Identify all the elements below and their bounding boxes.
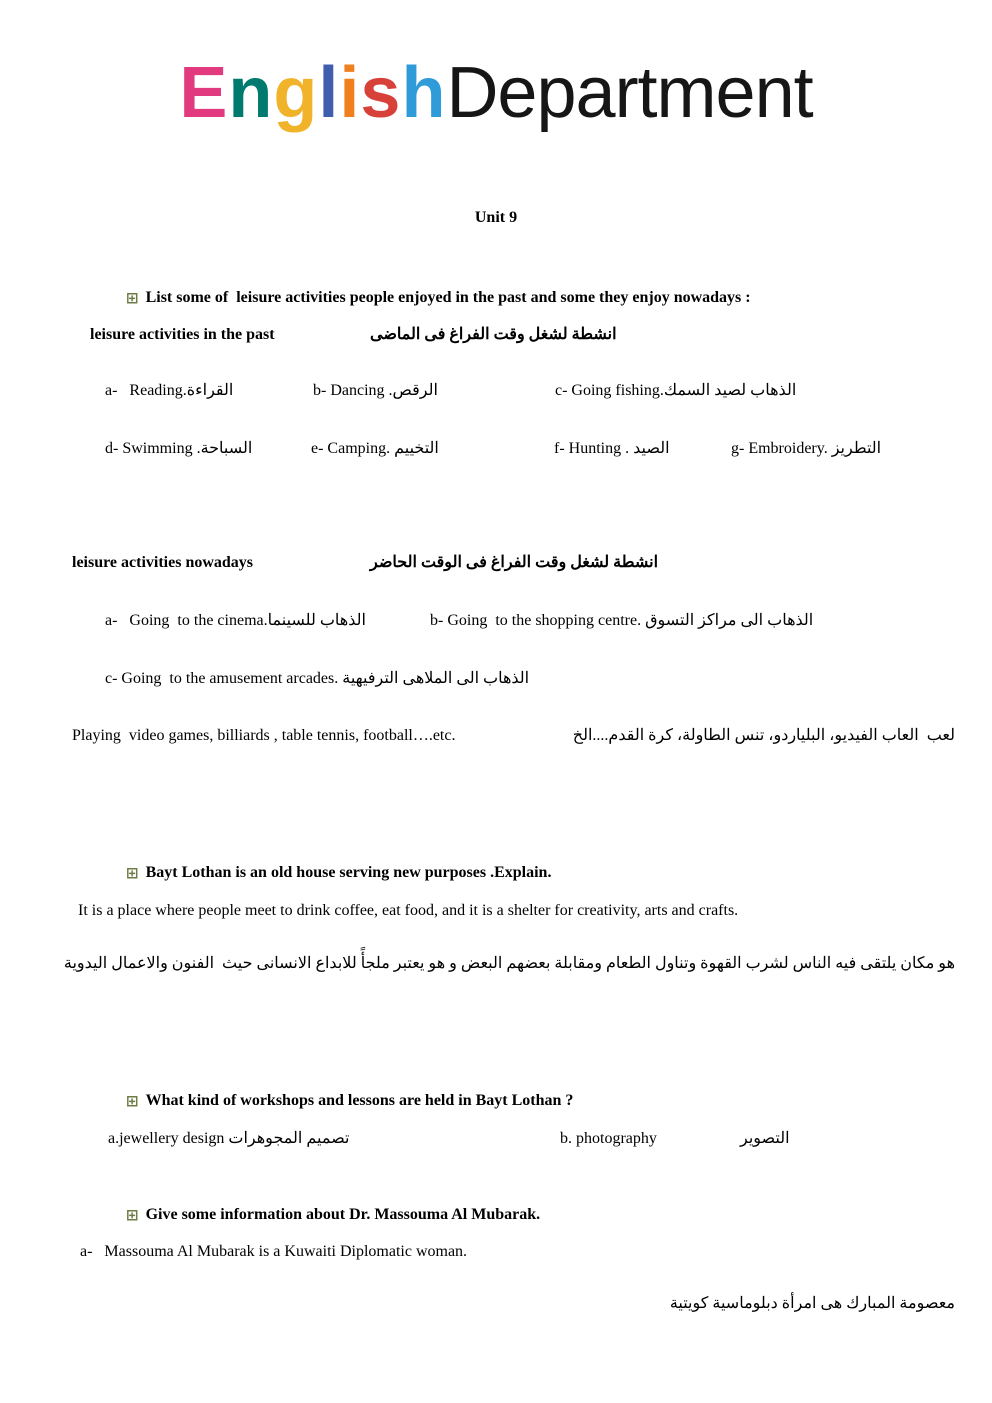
playing-line-en: Playing video games, billiards , table tennis, football….etc. xyxy=(72,727,456,744)
past-item-a: a- Reading.القراءة xyxy=(105,382,234,399)
past-item-e: e- Camping. التخييم xyxy=(311,440,439,457)
logo-letter: h xyxy=(401,53,447,133)
past-item-c: c- Going fishing.الذهاب لصيد السمك xyxy=(555,382,797,399)
past-label-en: leisure activities in the past xyxy=(90,326,275,343)
logo-department-word: Department xyxy=(446,53,813,133)
question-2-answer-en: It is a place where people meet to drink coffee, eat food, and it is a shelter for creativity, arts and crafts. xyxy=(78,902,739,919)
question-4-answer-ar: معصومة المبارك هى امرأة دبلوماسية كويتية xyxy=(669,1295,955,1312)
question-4-title: Give some information about Dr. Massouma Al Mubarak. xyxy=(145,1206,541,1223)
playing-line-ar: لعب العاب الفيديو، البلياردو، تنس الطاولة، كرة القدم....الخ xyxy=(572,727,955,744)
past-item-f: f- Hunting . الصيد xyxy=(554,440,670,457)
past-item-b: b- Dancing .الرقص xyxy=(313,382,438,399)
now-label-ar: انشطة لشغل وقت الفراغ فى الوقت الحاضر xyxy=(370,554,659,571)
bullet-icon: ⊞ xyxy=(126,1092,139,1110)
question-4-answer-en: a- Massouma Al Mubarak is a Kuwaiti Diplomatic woman. xyxy=(80,1243,468,1260)
logo-letter: E xyxy=(179,53,229,133)
now-label-en: leisure activities nowadays xyxy=(72,554,254,571)
logo-letter: g xyxy=(273,53,319,133)
bullet-icon: ⊞ xyxy=(126,289,139,307)
now-item-c: c- Going to the amusement arcades. الذهاب الى الملاهى الترفيهية xyxy=(105,670,530,687)
logo-letter: i xyxy=(339,53,361,133)
logo-letter: s xyxy=(360,53,402,133)
past-item-g: g- Embroidery. التطريز xyxy=(731,440,882,457)
question-1-heading xyxy=(110,268,751,328)
logo-letter: l xyxy=(318,53,340,133)
now-item-a: a- Going to the cinema.الذهاب للسينما xyxy=(105,612,366,629)
question-2-answer-ar: هو مكان يلتقى فيه الناس لشرب القهوة وتناول الطعام ومقابلة بعضهم البعض و هو يعتبر ملجأً للابداع الانسانى حيث الفنون والاعمال اليدوية xyxy=(63,955,955,972)
workshop-item-a: a.jewellery design تصميم المجوهرات xyxy=(108,1130,350,1147)
question-3-title: What kind of workshops and lessons are held in Bayt Lothan ? xyxy=(145,1092,574,1109)
bullet-icon: ⊞ xyxy=(126,1206,139,1224)
question-3-heading xyxy=(110,1071,573,1131)
unit-title: Unit 9 xyxy=(474,209,518,226)
question-2-heading xyxy=(110,843,551,903)
workshop-item-b-en: b. photography xyxy=(560,1130,657,1147)
past-item-d: d- Swimming .السباحة xyxy=(105,440,253,457)
question-2-title: Bayt Lothan is an old house serving new purposes .Explain. xyxy=(145,864,552,881)
logo xyxy=(0,52,992,134)
question-1-title: List some of leisure activities people enjoyed in the past and some they enjoy nowadays : xyxy=(145,289,751,306)
question-4-heading xyxy=(110,1185,540,1245)
past-label-ar: انشطة لشغل وقت الفراغ فى الماضى xyxy=(370,326,617,343)
logo-letter: n xyxy=(228,53,274,133)
bullet-icon: ⊞ xyxy=(126,864,139,882)
workshop-item-b-ar: التصوير xyxy=(740,1130,790,1147)
now-item-b: b- Going to the shopping centre. الذهاب الى مراكز التسوق xyxy=(430,612,814,629)
logo-english-word xyxy=(179,53,446,133)
